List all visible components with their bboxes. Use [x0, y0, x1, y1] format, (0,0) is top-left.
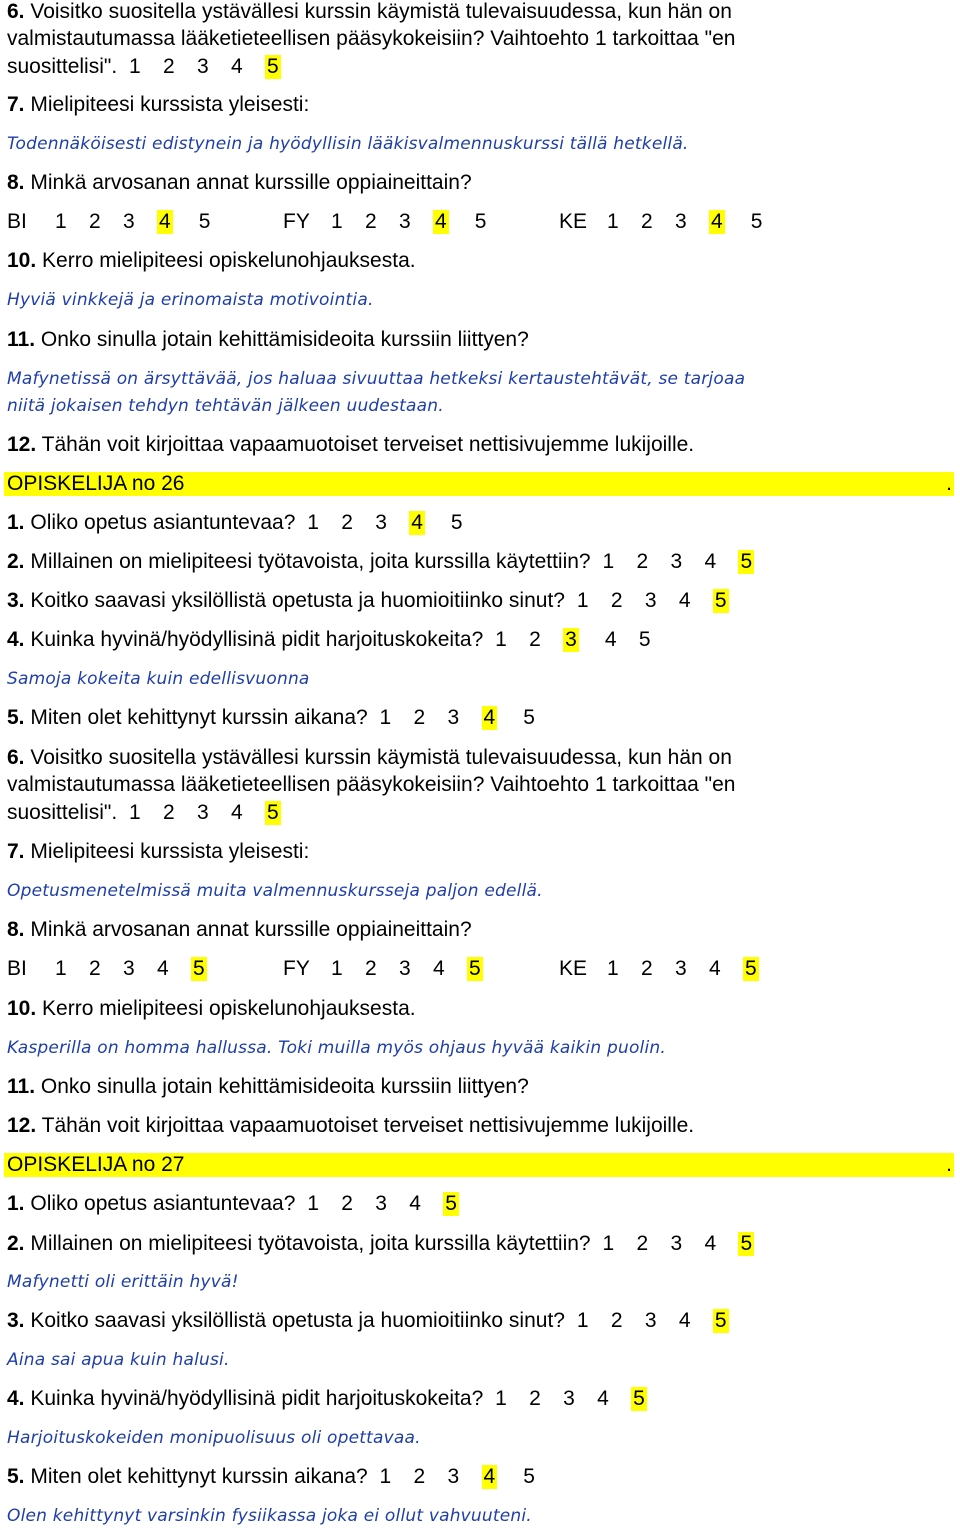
- rating-option-4: 4: [231, 55, 243, 78]
- subject-ke-option-1: 1: [607, 210, 619, 233]
- question-number: 11.: [7, 1075, 36, 1098]
- handwritten-answer: Olen kehittynyt varsinkin fysiikassa joka ei ollut vahvuuteni.: [7, 1506, 532, 1526]
- question-label: Miten olet kehittynyt kurssin aikana?: [30, 706, 368, 729]
- rating-option-1: 1: [602, 550, 615, 573]
- subject-bi-option-2: 2: [89, 957, 101, 980]
- question-with-scale: [7, 550, 754, 574]
- rating-scale: [577, 589, 729, 613]
- rating-option-2: 2: [636, 1232, 649, 1255]
- rating-scale: [380, 706, 558, 730]
- rating-option-5-selected: 5: [267, 55, 279, 78]
- rating-scale: [602, 1232, 754, 1256]
- question-label: Millainen on mielipiteesi työtavoista, joita kurssilla käytettiin?: [30, 1232, 591, 1255]
- student-banner-dot: .: [946, 1153, 952, 1176]
- rating-option-3: 3: [644, 589, 657, 612]
- question-number: 10.: [7, 249, 37, 272]
- rating-option-4: 4: [604, 628, 617, 651]
- rating-option-2: 2: [529, 628, 541, 651]
- subject-bi-option-4: 4: [157, 957, 169, 980]
- subject-name: BI: [7, 210, 27, 233]
- question-label: Minkä arvosanan annat kurssille oppiaineittain?: [30, 918, 472, 941]
- student-banner-title: OPISKELIJA no 26: [7, 472, 185, 495]
- rating-option-2: 2: [341, 1192, 353, 1215]
- question-label: Minkä arvosanan annat kurssille oppiaineittain?: [30, 171, 472, 194]
- question-text: [7, 171, 472, 195]
- question-text: [7, 746, 732, 770]
- subject-ke-scale: [607, 957, 759, 981]
- question-with-scale: [7, 511, 485, 535]
- question-with-scale: [7, 1309, 729, 1333]
- rating-option-2: 2: [341, 511, 353, 534]
- question-label: Kuinka hyvinä/hyödyllisinä pidit harjoituskokeita?: [30, 1387, 484, 1410]
- rating-option-5-selected: 5: [740, 1232, 753, 1255]
- subject-bi: [7, 957, 265, 981]
- question-number: 6.: [7, 746, 25, 769]
- subject-ke-option-5-selected: 5: [745, 957, 757, 980]
- question-label: valmistautumassa lääketieteellisen pääsykokeisiin? Vaihtoehto 1 tarkoittaa "en: [7, 27, 736, 50]
- subject-ke: [559, 957, 759, 981]
- rating-option-5-selected: 5: [267, 801, 279, 824]
- subject-fy-option-5: 5: [474, 210, 487, 233]
- subject-name: BI: [7, 957, 27, 980]
- subject-grades: [7, 210, 803, 234]
- rating-option-3: 3: [447, 706, 460, 729]
- question-text: [7, 328, 529, 352]
- question-text: [7, 0, 732, 24]
- rating-option-4-selected: 4: [411, 511, 423, 534]
- subject-bi-option-1: 1: [55, 210, 67, 233]
- subject-fy-option-4-selected: 4: [435, 210, 447, 233]
- subject-ke-option-5: 5: [750, 210, 763, 233]
- rating-option-2: 2: [163, 55, 175, 78]
- rating-option-3: 3: [670, 1232, 683, 1255]
- rating-option-1: 1: [602, 1232, 615, 1255]
- subject-fy-option-3: 3: [399, 957, 411, 980]
- question-number: 6.: [7, 0, 25, 23]
- rating-option-3: 3: [197, 801, 209, 824]
- rating-option-3: 3: [644, 1309, 657, 1332]
- subject-ke-option-1: 1: [607, 957, 619, 980]
- rating-option-4: 4: [678, 1309, 691, 1332]
- question-with-scale: [7, 706, 557, 730]
- subject-fy-option-2: 2: [365, 957, 377, 980]
- rating-option-5-selected: 5: [445, 1192, 457, 1215]
- rating-scale: [380, 1465, 558, 1489]
- subject-fy-option-2: 2: [365, 210, 377, 233]
- rating-option-4: 4: [704, 550, 717, 573]
- question-label: Onko sinulla jotain kehittämisideoita kurssiin liittyen?: [40, 328, 529, 351]
- rating-option-5: 5: [523, 1465, 535, 1488]
- question-number: 8.: [7, 918, 25, 941]
- rating-option-4: 4: [704, 1232, 717, 1255]
- question-number: 1.: [7, 1192, 25, 1215]
- question-label: Voisitko suositella ystävällesi kurssin käymistä tulevaisuudessa, kun hän on: [30, 746, 732, 769]
- rating-option-2: 2: [610, 589, 623, 612]
- question-with-scale: [7, 801, 281, 825]
- question-with-scale: [7, 1192, 459, 1216]
- rating-option-4: 4: [231, 801, 243, 824]
- rating-option-1: 1: [129, 55, 141, 78]
- subject-bi-option-4-selected: 4: [159, 210, 171, 233]
- rating-option-1: 1: [576, 589, 589, 612]
- subject-fy-option-1: 1: [331, 957, 343, 980]
- subject-fy-option-3: 3: [399, 210, 411, 233]
- question-text: [7, 93, 309, 117]
- handwritten-answer: Harjoituskokeiden monipuolisuus oli opettavaa.: [7, 1428, 421, 1448]
- question-number: 5.: [7, 706, 25, 729]
- subject-fy-option-1: 1: [331, 210, 343, 233]
- rating-option-1: 1: [129, 801, 141, 824]
- rating-option-1: 1: [307, 1192, 319, 1215]
- question-with-scale: [7, 628, 673, 652]
- subject-ke-option-3: 3: [675, 957, 687, 980]
- question-label: Voisitko suositella ystävällesi kurssin käymistä tulevaisuudessa, kun hän on: [30, 0, 732, 23]
- question-with-scale: [7, 1465, 557, 1489]
- question-number: 4.: [7, 1387, 25, 1410]
- question-label: Kuinka hyvinä/hyödyllisinä pidit harjoituskokeita?: [30, 628, 484, 651]
- question-label: Tähän voit kirjoittaa vapaamuotoiset terveiset nettisivujemme lukijoille.: [41, 433, 695, 456]
- rating-option-3: 3: [447, 1465, 460, 1488]
- question-label: suosittelisi".: [7, 801, 118, 824]
- rating-option-1: 1: [495, 1387, 507, 1410]
- rating-scale: [577, 1309, 729, 1333]
- question-label: Mielipiteesi kurssista yleisesti:: [30, 93, 310, 116]
- question-number: 7.: [7, 840, 25, 863]
- rating-option-2: 2: [610, 1309, 623, 1332]
- rating-option-3: 3: [197, 55, 209, 78]
- subject-bi-option-5-selected: 5: [193, 957, 205, 980]
- rating-option-5-selected: 5: [714, 1309, 727, 1332]
- rating-option-2: 2: [413, 706, 426, 729]
- handwritten-answer: Aina sai apua kuin halusi.: [7, 1350, 230, 1370]
- question-number: 3.: [7, 1309, 25, 1332]
- question-number: 2.: [7, 1232, 25, 1255]
- rating-option-1: 1: [379, 1465, 392, 1488]
- question-number: 12.: [7, 1114, 37, 1137]
- student-banner: [4, 1153, 954, 1177]
- handwritten-answer: Kasperilla on homma hallussa. Toki muilla myös ohjaus hyvää kaikin puolin.: [7, 1038, 666, 1058]
- subject-ke-option-4-selected: 4: [711, 210, 723, 233]
- subject-bi-option-5: 5: [198, 210, 211, 233]
- subject-ke-option-2: 2: [641, 957, 653, 980]
- rating-option-2: 2: [636, 550, 649, 573]
- question-text: [7, 918, 472, 942]
- question-label: valmistautumassa lääketieteellisen pääsykokeisiin? Vaihtoehto 1 tarkoittaa "en: [7, 773, 736, 796]
- rating-option-5: 5: [450, 511, 463, 534]
- question-text: [7, 997, 416, 1021]
- handwritten-answer: Mafynetissä on ärsyttävää, jos haluaa sivuuttaa hetkeksi kertaustehtävät, se tarjoaa: [7, 369, 746, 389]
- subject-bi-option-3: 3: [123, 957, 135, 980]
- subject-fy-option-4: 4: [433, 957, 445, 980]
- question-number: 5.: [7, 1465, 25, 1488]
- question-text: [7, 1114, 694, 1138]
- handwritten-answer: Todennäköisesti edistynein ja hyödyllisin lääkisvalmennuskurssi tällä hetkellä.: [7, 134, 689, 154]
- rating-option-3: 3: [670, 550, 683, 573]
- rating-option-4-selected: 4: [483, 706, 496, 729]
- question-number: 4.: [7, 628, 25, 651]
- question-label: Millainen on mielipiteesi työtavoista, joita kurssilla käytettiin?: [30, 550, 591, 573]
- question-number: 11.: [7, 328, 36, 351]
- question-label: Oliko opetus asiantuntevaa?: [30, 1192, 296, 1215]
- rating-scale: [307, 511, 485, 535]
- question-text: [7, 773, 735, 797]
- subject-name: FY: [283, 957, 310, 980]
- question-number: 7.: [7, 93, 25, 116]
- rating-option-4: 4: [597, 1387, 609, 1410]
- subject-ke-option-2: 2: [641, 210, 653, 233]
- question-text: [7, 433, 694, 457]
- rating-option-3: 3: [375, 511, 387, 534]
- rating-option-5-selected: 5: [633, 1387, 645, 1410]
- rating-scale: [602, 550, 754, 574]
- rating-scale: [495, 628, 673, 652]
- question-label: suosittelisi".: [7, 55, 118, 78]
- rating-option-3: 3: [563, 1387, 575, 1410]
- question-with-scale: [7, 1387, 647, 1411]
- subject-ke-option-4: 4: [709, 957, 721, 980]
- question-label: Miten olet kehittynyt kurssin aikana?: [30, 1465, 368, 1488]
- question-number: 10.: [7, 997, 37, 1020]
- subject-fy-option-5-selected: 5: [469, 957, 481, 980]
- subject-ke-scale: [607, 210, 785, 234]
- question-number: 8.: [7, 171, 25, 194]
- subject-ke-option-3: 3: [675, 210, 687, 233]
- subject-grades: [7, 957, 777, 981]
- rating-option-4: 4: [678, 589, 691, 612]
- subject-name: FY: [283, 210, 310, 233]
- question-label: Oliko opetus asiantuntevaa?: [30, 511, 296, 534]
- rating-option-2: 2: [529, 1387, 541, 1410]
- handwritten-answer: Mafynetti oli erittäin hyvä!: [7, 1272, 239, 1292]
- question-number: 1.: [7, 511, 25, 534]
- subject-fy: [283, 957, 541, 981]
- subject-bi-option-2: 2: [89, 210, 101, 233]
- student-banner-title: OPISKELIJA no 27: [7, 1153, 185, 1176]
- rating-option-5: 5: [638, 628, 651, 651]
- rating-option-5-selected: 5: [714, 589, 727, 612]
- question-with-scale: [7, 1232, 754, 1256]
- rating-option-4: 4: [409, 1192, 421, 1215]
- question-number: 12.: [7, 433, 37, 456]
- subject-fy-scale: [331, 957, 483, 981]
- question-with-scale: [7, 589, 729, 613]
- subject-name: KE: [559, 210, 588, 233]
- rating-option-2: 2: [163, 801, 175, 824]
- subject-fy-scale: [331, 210, 509, 234]
- subject-name: KE: [559, 957, 588, 980]
- question-text: [7, 249, 416, 273]
- question-label: Koitko saavasi yksilöllistä opetusta ja huomioitiinko sinut?: [30, 1309, 565, 1332]
- question-label: Koitko saavasi yksilöllistä opetusta ja huomioitiinko sinut?: [30, 589, 565, 612]
- question-number: 3.: [7, 589, 25, 612]
- handwritten-answer: Samoja kokeita kuin edellisvuonna: [7, 669, 310, 689]
- rating-option-2: 2: [413, 1465, 426, 1488]
- question-text: [7, 840, 309, 864]
- subject-ke: [559, 210, 785, 234]
- question-label: Kerro mielipiteesi opiskelunohjauksesta.: [42, 249, 416, 272]
- rating-scale: [495, 1387, 647, 1411]
- rating-option-4-selected: 4: [483, 1465, 496, 1488]
- question-label: Mielipiteesi kurssista yleisesti:: [30, 840, 310, 863]
- question-label: Kerro mielipiteesi opiskelunohjauksesta.: [42, 997, 416, 1020]
- rating-option-1: 1: [576, 1309, 589, 1332]
- student-banner: [4, 472, 954, 496]
- question-label: Tähän voit kirjoittaa vapaamuotoiset terveiset nettisivujemme lukijoille.: [41, 1114, 695, 1137]
- subject-bi: [7, 210, 265, 234]
- handwritten-answer: niitä jokaisen tehdyn tehtävän jälkeen uudestaan.: [7, 396, 444, 416]
- rating-option-5: 5: [523, 706, 535, 729]
- rating-option-3: 3: [375, 1192, 387, 1215]
- rating-scale: [129, 55, 281, 79]
- question-text: [7, 1075, 529, 1099]
- subject-bi-option-1: 1: [55, 957, 67, 980]
- rating-option-1: 1: [379, 706, 392, 729]
- rating-option-1: 1: [495, 628, 507, 651]
- rating-option-3-selected: 3: [565, 628, 577, 651]
- subject-bi-option-3: 3: [123, 210, 135, 233]
- subject-bi-scale: [55, 210, 233, 234]
- rating-option-5-selected: 5: [740, 550, 753, 573]
- question-label: Onko sinulla jotain kehittämisideoita kurssiin liittyen?: [40, 1075, 529, 1098]
- subject-fy: [283, 210, 541, 234]
- handwritten-answer: Opetusmenetelmissä muita valmennuskursseja paljon edellä.: [7, 881, 543, 901]
- rating-scale: [307, 1192, 459, 1216]
- student-banner-dot: .: [946, 472, 952, 495]
- question-number: 2.: [7, 550, 25, 573]
- rating-scale: [129, 801, 281, 825]
- question-with-scale: [7, 55, 281, 79]
- handwritten-answer: Hyviä vinkkejä ja erinomaista motivointia.: [7, 290, 374, 310]
- rating-option-1: 1: [307, 511, 319, 534]
- question-text: [7, 27, 735, 51]
- subject-bi-scale: [55, 957, 207, 981]
